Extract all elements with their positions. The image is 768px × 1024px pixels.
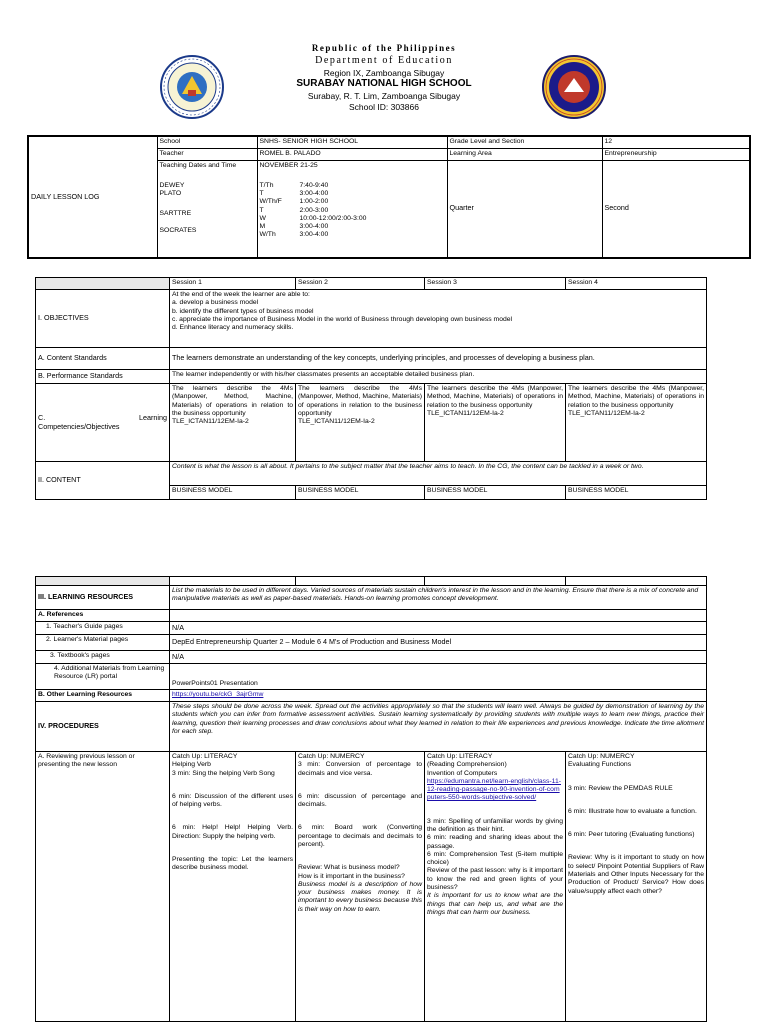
tg-label: 1. Teacher's Guide pages [36,622,170,635]
objective-item: b. identify the different types of business model [172,307,314,315]
section-socrates: SOCRATES [159,226,197,234]
competency-session-2: The learners describe the 4Ms (Manpower, Method, Machine, Materials) of operations in relation to the business opportunity TLE_ICTAN11/12EM-Ia-2 [296,384,425,462]
content-note: Content is what the lesson is all about. It pertains to the subject matter that the teacher aims to teach. In the CG, the content can be tackled in a week or two. [170,462,707,486]
quarter-value: Second [602,160,750,258]
area-value: Entrepreneurship [602,148,750,160]
competency-session-1: The learners describe the 4Ms (Manpower, Method, Machine, Materials) of operations in relation to the business opportunity TLE_ICTAN11/12EM-Ia-2 [170,384,296,462]
schedule-row: T/Th 7:40-9:40 [259,181,329,189]
school-value: SNHS- SENIOR HIGH SCHOOL [257,136,447,148]
session-header-1: Session 1 [170,278,296,290]
republic-heading: Republic of the Philippines [311,43,457,53]
school-name-heading: SURABAY NATIONAL HIGH SCHOOL [296,78,472,89]
objective-item: d. Enhance literacy and numeracy skills. [172,324,294,332]
lm-label: 2. Learner's Material pages [36,635,170,651]
grade-label: Grade Level and Section [447,136,602,148]
content-topic-1: BUSINESS MODEL [170,486,296,500]
schedule-row: T 3:00-4:00 [259,190,329,198]
dates-value: NOVEMBER 21-25 [259,161,318,169]
schedule-row: M 3:00-4:00 [259,223,329,231]
content-topic-3: BUSINESS MODEL [425,486,566,500]
other-resources-label: B. Other Learning Resources [36,690,170,702]
section-plato: PLATO [159,190,182,198]
session-header-4: Session 4 [566,278,707,290]
competencies-label: C. Learning Competencies/Objectives [36,384,170,462]
dll-title: DAILY LESSON LOG [28,136,157,258]
procedure-session-4: Catch Up: NUMERCY Evaluating Functions 3 min: Review the PEMDAS RULE 6 min: Illustrate how to evaluate a function. 6 min: Peer tutoring (Evaluating functions) Review: Why is it important to study on how to select/ Pinpoint Potential Suppliers of Raw Materials and Other Inputs Necessary for the Production of Product/ Service? How does value/supply affect each other? [566,752,707,1022]
schedule-row: T 2:00-3:00 [259,206,329,214]
info-table [27,135,751,259]
content-standards-text: The learners demonstrate an understanding of the key concepts, underlying principles, and processes of developing a business plan. [170,348,707,370]
reading-passage-link[interactable]: https://edumantra.net/learn-english/class-11-12-reading-passage-no-90-invention-of-computers-550-words-subjective-solved/ [427,777,561,802]
schedule-cell [257,160,447,258]
procedure-session-1: Catch Up: LITERACY Helping Verb 3 min: Sing the helping Verb Song 6 min: Discussion of the different uses of helping verbs. 6 min: Help! Help! Helping Verb. Direction: Supply the helping verb. Presenting the topic: Let the learners describe business model. [170,752,296,1022]
additional-label: 4. Additional Materials from Learning Resource (LR) portal [36,664,170,690]
additional-value: PowerPoints01 Presentation [170,664,707,690]
teacher-value: ROMEL B. PALADO [257,148,447,160]
area-label: Learning Area [447,148,602,160]
schedule-row: W 10:00-12:00/2:00-3:00 [259,214,367,222]
objectives-label: I. OBJECTIVES [36,290,170,348]
grade-value: 12 [602,136,750,148]
department-heading: Department of Education [315,55,453,66]
content-standards-label: A. Content Standards [36,348,170,370]
tb-label: 3. Textbook's pages [36,651,170,664]
content-topic-4: BUSINESS MODEL [566,486,707,500]
objectives-text: At the end of the week the learner are able to: a. develop a business model b. identify the different types of business model c. appreciate the importance of Business Model in the world of Business through developing own business model d. Enhance literacy and numeracy skills. [170,290,707,348]
tg-value: N/A [170,622,707,635]
schedule-row: W/Th 3:00-4:00 [259,231,329,239]
dates-label: Teaching Dates and Time [159,161,237,169]
competency-session-4: The learners describe the 4Ms (Manpower, Method, Machine, Materials) of operations in relation to the business opportunity TLE_ICTAN11/12EM-Ia-2 [566,384,707,462]
procedure-session-2: Catch Up: NUMERCY 3 min: Conversion of percentage to decimals and vice versa. 6 min: discussion of percentage and decimals. 6 min: Board work (Converting percentage to decimals and decimals to percent). Review: What is business model? How is it important in the business? Business model is a description of how your business makes money. It is important to every business because this is their way on how to earn. [296,752,425,1022]
content-label: II. CONTENT [36,462,170,500]
resources-note: List the materials to be used in different days. Varied sources of materials sustain children's interest in the lesson and in the learning. Ensure that there is a mix of concrete and manipulative materials as well as paper-based materials. Hands-on learning promotes concept development. [170,586,707,610]
section-dewey: DEWEY [159,181,185,189]
school-address: Surabay, R. T. Lim, Zamboanga Sibugay [307,91,461,101]
schedule-row: W/Th/F 1:00-2:00 [259,198,329,206]
procedures-note: These steps should be done across the week. Spread out the activities appropriately so that the students will learn well. Always be guided by demonstration of learning by the students which you can infer from formative assessment activities. Sustain learning systematically by providing students with multiple ways to learn new things, practice their learning, question their learning processes and draw conclusions about what they learned in relation to their life experiences and previous knowledge. Indicate the time allotment for each step. [170,702,707,752]
school-id: School ID: 303866 [349,102,419,112]
school-label: School [157,136,257,148]
content-topic-2: BUSINESS MODEL [296,486,425,500]
performance-standards-text: The learner independently or with his/her classmates presents an acceptable detailed business plan. [170,370,707,384]
session-header-2: Session 2 [296,278,425,290]
tb-value: N/A [170,651,707,664]
references-label: A. References [36,610,170,622]
resources-label: III. LEARNING RESOURCES [36,586,170,610]
procedures-label: IV. PROCEDURES [36,702,170,752]
schedule-list [260,182,445,240]
section-sarttre: SARTTRE [159,210,192,218]
region-heading: Region IX, Zamboanga Sibugay [323,68,445,78]
dates-and-sections-cell [157,160,257,258]
quarter-label: Quarter [447,160,602,258]
performance-standards-label: B. Performance Standards [36,370,170,384]
lesson-table-objectives [35,277,707,500]
session-header-3: Session 3 [425,278,566,290]
other-resources-link[interactable]: https://youtu.be/ckG_3ajrGmw [170,690,707,702]
objective-item: a. develop a business model [172,299,259,307]
procedure-session-3: Catch Up: LITERACY (Reading Comprehension) Invention of Computers https://edumantra.net/learn-english/class-11-12-reading-passage-no-90-invention-of-computers-550-words-subjective-solved/ 3 min: Spelling of unfamiliar words by giving the definition as their hint. 6 min: reading and sharing ideas about the passage. 6 min: Comprehension Test (5-item multiple choice) Review of the past lesson: why is it important to know the red and green lights of your business? It is important for us to know what are the things that can help us, and what are the things that can harm our business. [425,752,566,1022]
teacher-label: Teacher [157,148,257,160]
lm-value: DepEd Entrepreneurship Quarter 2 – Module 6 4 M's of Production and Business Model [170,635,707,651]
lesson-table-procedures [35,576,707,1022]
review-label: A. Reviewing previous lesson or presenting the new lesson [36,752,170,1022]
competency-session-3: The learners describe the 4Ms (Manpower, Method, Machine, Materials) of operations in relation to the business opportunity TLE_ICTAN11/12EM-Ia-2 [425,384,566,462]
objective-item: c. appreciate the importance of Business Model in the world of Business through developing own business model [172,315,513,323]
